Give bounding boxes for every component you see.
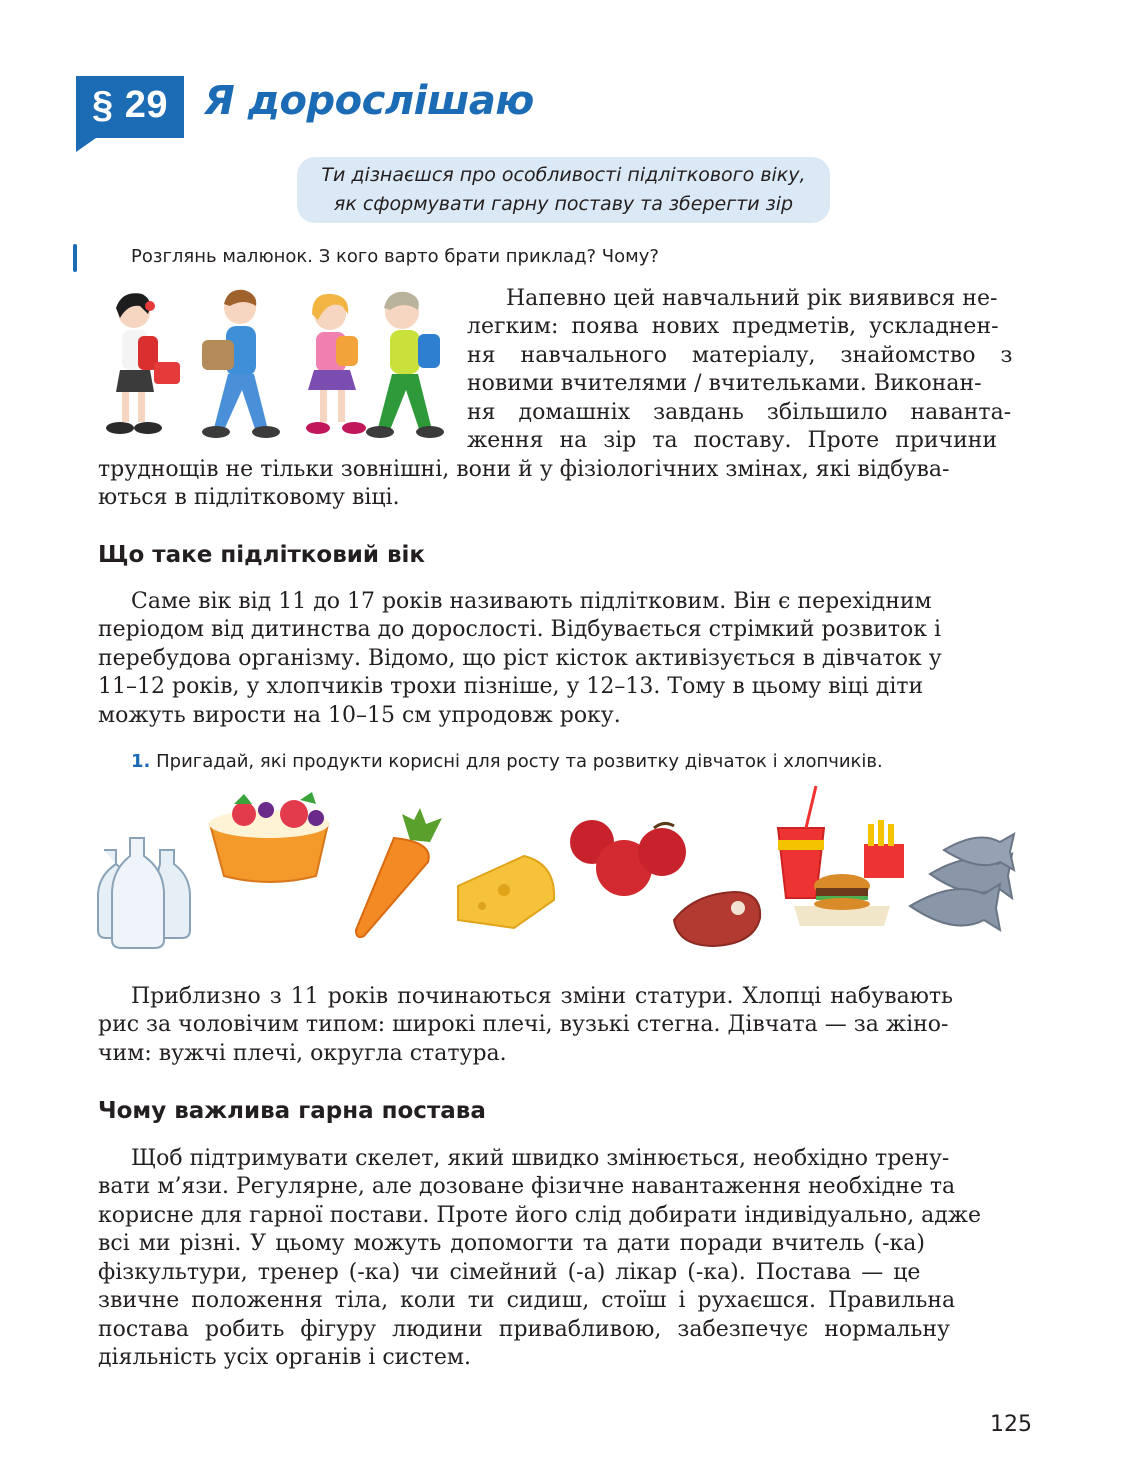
text-line: всі ми різні. У цьому можуть допомогти та дати поради вчитель (-ка) bbox=[98, 1231, 925, 1256]
task-text: Пригадай, які продукти корисні для росту та розвитку дівчаток і хлопчиків. bbox=[156, 751, 883, 772]
text-line: легким: поява нових предметів, ускладнен- bbox=[467, 314, 999, 339]
text-line: Напевно цей навчальний рік виявився не- bbox=[506, 286, 998, 311]
apples-icon bbox=[570, 820, 686, 896]
task-1 bbox=[131, 751, 883, 772]
text-line: постава робить фігуру людини привабливою, забезпечує нормальну bbox=[98, 1317, 951, 1342]
text-line: новими вчителями / вчительками. Виконан- bbox=[467, 371, 982, 396]
goals-line-2: як сформувати гарну поставу та зберегти зір bbox=[333, 193, 794, 215]
text-line: труднощів не тільки зовнішні, вони й у фізіологічних змінах, які відбува- bbox=[98, 457, 950, 482]
task-marker bbox=[73, 244, 77, 272]
lesson-title: Я дорослішаю bbox=[204, 78, 534, 124]
text-line: фізкультури, тренер (-ка) чи сімейний (-а) лікар (-ка). Постава — це bbox=[98, 1260, 921, 1285]
text-line: Приблизно з 11 років починаються зміни статури. Хлопці набувають bbox=[131, 984, 953, 1009]
text-line: Саме вік від 11 до 17 років називають підлітковим. Він є перехідним bbox=[131, 589, 932, 614]
text-line: ня домашніх завдань збільшило наванта- bbox=[467, 400, 1012, 425]
berry-tart-icon bbox=[209, 792, 329, 882]
text-line: звичне положення тіла, коли ти сидиш, стоїш і рухаєшся. Правильна bbox=[98, 1288, 956, 1313]
text-line: 11–12 років, у хлопчиків трохи пізніше, у 12–13. Тому в цьому віці діти bbox=[98, 674, 924, 699]
page-number: 125 bbox=[990, 1412, 1032, 1437]
text-line: можуть вирости на 10–15 см упродовж року. bbox=[98, 703, 621, 728]
text-line: періодом від дитинства до дорослості. Відбувається стрімкий розвиток і bbox=[98, 617, 942, 642]
intro-task: Розглянь малюнок. З кого варто брати приклад? Чому? bbox=[131, 246, 659, 267]
task-number: 1. bbox=[131, 751, 151, 772]
fish-icon bbox=[910, 834, 1014, 930]
text-line: рис за чоловічим типом: широкі плечі, вузькі стегна. Дівчата — за жіно- bbox=[98, 1012, 949, 1037]
fast-food-icon bbox=[778, 786, 904, 926]
text-line: чим: вужчі плечі, округла статура. bbox=[98, 1041, 507, 1066]
text-line: ження на зір та поставу. Проте причини bbox=[467, 428, 998, 453]
children-walking-illustration bbox=[92, 284, 454, 444]
text-line: ються в підлітковому віці. bbox=[98, 485, 400, 510]
paragraph-number: § 29 bbox=[92, 84, 168, 126]
text-line: корисне для гарної постави. Проте його слід добирати індивідуально, адже bbox=[98, 1203, 982, 1228]
healthy-food-illustration bbox=[94, 780, 1038, 956]
section-title: Чому важлива гарна постава bbox=[98, 1098, 486, 1124]
steak-icon bbox=[674, 892, 760, 946]
cheese-icon bbox=[458, 856, 554, 928]
lesson-goals-box bbox=[297, 157, 830, 223]
text-line: діяльність усіх органів і систем. bbox=[98, 1345, 471, 1370]
carrot-icon bbox=[356, 808, 442, 937]
goals-line-1: Ти дізнаєшся про особливості підліткового віку, bbox=[321, 164, 806, 186]
text-line: Щоб підтримувати скелет, який швидко змінюється, необхідно трену- bbox=[131, 1146, 950, 1171]
section-title: Що таке підлітковий вік bbox=[98, 542, 426, 568]
text-line: вати м’язи. Регулярне, але дозоване фізичне навантаження необхідне та bbox=[98, 1174, 956, 1199]
text-line: ня навчального матеріалу, знайомство з bbox=[467, 343, 1013, 368]
text-line: перебудова організму. Відомо, що ріст кісток активізується в дівчаток у bbox=[98, 646, 942, 671]
milk-bottles-icon bbox=[98, 838, 190, 948]
